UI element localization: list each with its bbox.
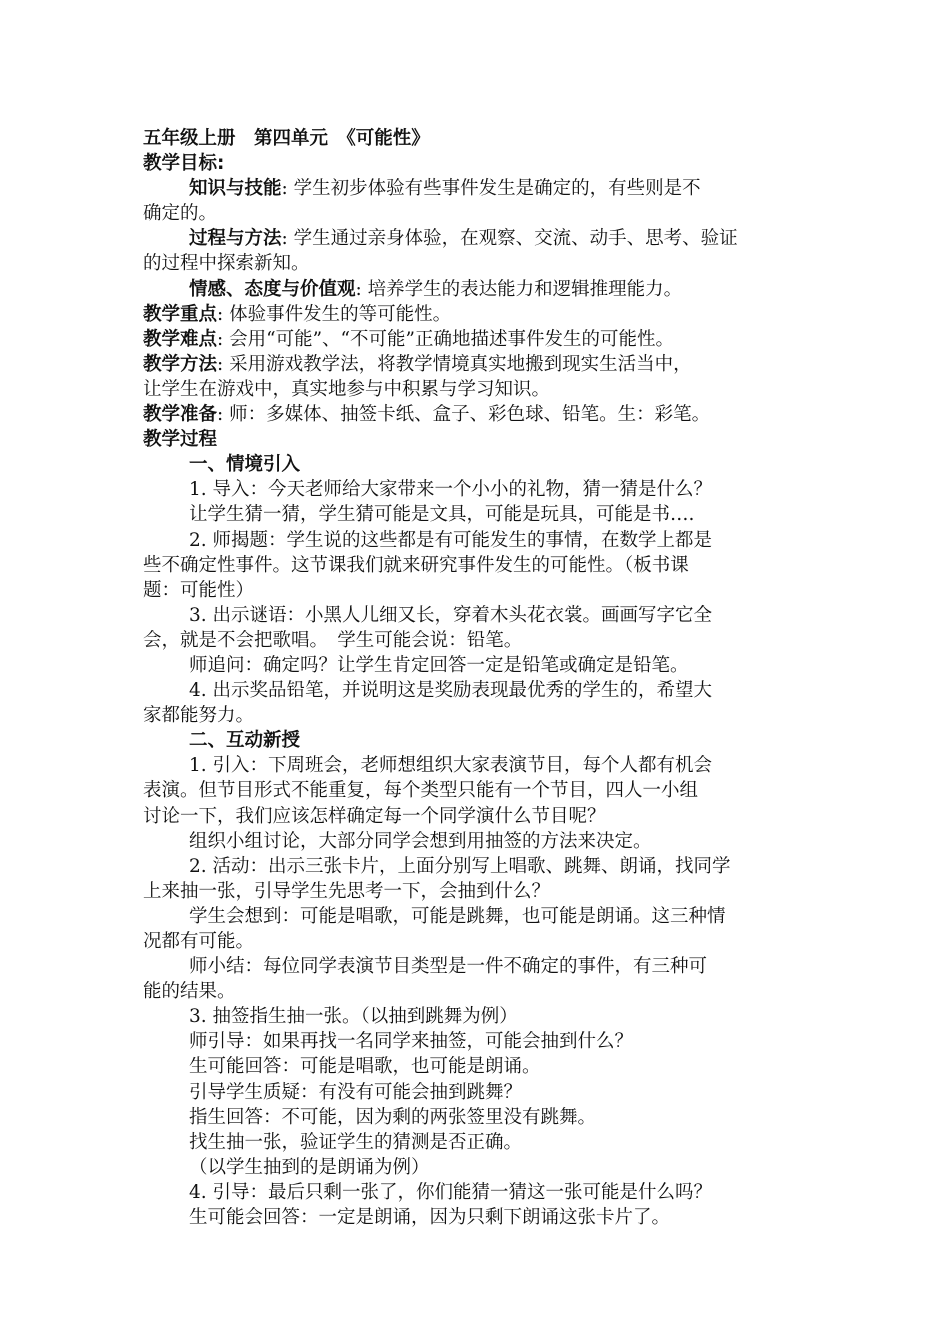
section2-line: 找生抽一张，验证学生的猜测是否正确。: [189, 1131, 523, 1153]
objective-knowledge: [143, 176, 811, 201]
section2-line: 生可能会回答：一定是朗诵，因为只剩下朗诵这张卡片了。: [189, 1207, 671, 1229]
objective-process-label: 过程与方法: [189, 228, 282, 250]
teaching-preparation-label: 教学准备: [143, 404, 218, 426]
teaching-method: [143, 352, 811, 377]
section2-heading: 二、互动新授: [189, 730, 301, 752]
section2-line: 1. 引入：下周班会，老师想组织大家表演节目，每个人都有机会: [189, 755, 713, 777]
section1-line: 题：可能性）: [143, 579, 255, 601]
difficulty: [143, 327, 811, 352]
key-point: [143, 302, 811, 327]
section1-line: 会，就是不会把歌唱。 学生可能会说：铅笔。: [143, 629, 523, 651]
section1-line: 些不确定性事件。这节课我们就来研究事件发生的可能性。（板书课: [143, 554, 689, 576]
section1-line: 让学生猜一猜，学生猜可能是文具，可能是玩具，可能是书….: [189, 504, 695, 526]
section1-heading: 一、情境引入: [189, 454, 301, 476]
objective-knowledge-label: 知识与技能: [189, 178, 282, 200]
difficulty-label: 教学难点: [143, 328, 218, 350]
section2-line: 3. 抽签指生抽一张。（以抽到跳舞为例）: [189, 1006, 518, 1028]
difficulty-text: : 会用“可能”、“不可能”正确地描述事件发生的可能性。: [217, 328, 674, 350]
teaching-preparation: [143, 402, 811, 427]
section2-line: 师小结：每位同学表演节目类型是一件不确定的事件，有三种可: [189, 956, 708, 978]
section1-line: 1. 导入：今天老师给大家带来一个小小的礼物，猜一猜是什么？: [189, 479, 713, 501]
objective-emotion-label: 情感、态度与价值观: [189, 278, 356, 300]
objective-emotion: [143, 277, 811, 302]
section2-line: 况都有可能。: [143, 931, 255, 952]
section2-line: 指生回答：不可能，因为剩的两张签里没有跳舞。: [189, 1106, 597, 1128]
section1-line: 家都能努力。: [143, 705, 255, 727]
objective-knowledge-text: : 学生初步体验有些事件发生是确定的，有些则是不: [281, 178, 701, 200]
section2-line: 学生会想到：可能是唱歌，可能是跳舞，也可能是朗诵。这三种情: [189, 905, 726, 927]
section2-line: 上来抽一张，引导学生先思考一下，会抽到什么？: [143, 880, 551, 902]
section1-line: 2. 师揭题：学生说的这些都是有可能发生的事情，在数学上都是: [189, 529, 713, 551]
objectives-heading: 教学目标:: [143, 153, 225, 175]
section2-line: 引导学生质疑：有没有可能会抽到跳舞？: [189, 1081, 523, 1103]
teaching-method-text: : 采用游戏教学法，将教学情境真实地搬到现实生活当中，: [217, 353, 692, 375]
objective-knowledge-cont: 确定的。: [143, 203, 218, 225]
key-point-label: 教学重点: [143, 303, 218, 325]
section2-line: 师引导：如果再找一名同学来抽签，可能会抽到什么？: [189, 1031, 634, 1053]
section1-line: 4. 出示奖品铅笔，并说明这是奖励表现最优秀的学生的，希望大: [189, 680, 713, 702]
section1-line: 师追问：确定吗？让学生肯定回答一定是铅笔或确定是铅笔。: [189, 654, 689, 676]
teaching-method-cont: 让学生在游戏中，真实地参与中积累与学习知识。: [143, 378, 551, 400]
objective-process-text: : 学生通过亲身体验，在观察、交流、动手、思考、验证: [281, 228, 738, 250]
lesson-plan-document: [143, 126, 811, 1230]
section2-line: 2. 活动：出示三张卡片，上面分别写上唱歌、跳舞、朗诵，找同学: [189, 855, 731, 877]
section2-line: 4. 引导：最后只剩一张了，你们能猜一猜这一张可能是什么吗？: [189, 1181, 713, 1203]
objective-emotion-text: : 培养学生的表达能力和逻辑推理能力。: [355, 278, 683, 300]
section2-line: 生可能回答：可能是唱歌，也可能是朗诵。: [189, 1056, 541, 1078]
objective-process: [143, 226, 811, 251]
key-point-text: : 体验事件发生的等可能性。: [217, 303, 452, 325]
section2-line: （以学生抽到的是朗诵为例）: [189, 1156, 430, 1178]
section2-line: 表演。但节目形式不能重复，每个类型只能有一个节目，四人一小组: [143, 780, 699, 802]
teaching-method-label: 教学方法: [143, 353, 218, 375]
process-heading: 教学过程: [143, 429, 218, 451]
objective-process-cont: 的过程中探索新知。: [143, 253, 310, 275]
section2-line: 能的结果。: [143, 981, 236, 1003]
section2-line: 组织小组讨论，大部分同学会想到用抽签的方法来决定。: [189, 830, 652, 852]
document-title: 五年级上册 第四单元 《可能性》: [143, 128, 430, 149]
teaching-preparation-text: : 师：多媒体、抽签卡纸、盒子、彩色球、铅笔。生：彩笔。: [217, 404, 711, 426]
section2-line: 讨论一下，我们应该怎样确定每一个同学演什么节目呢？: [143, 805, 606, 827]
section1-line: 3. 出示谜语：小黑人儿细又长，穿着木头花衣裳。画画写字它全: [189, 604, 713, 626]
